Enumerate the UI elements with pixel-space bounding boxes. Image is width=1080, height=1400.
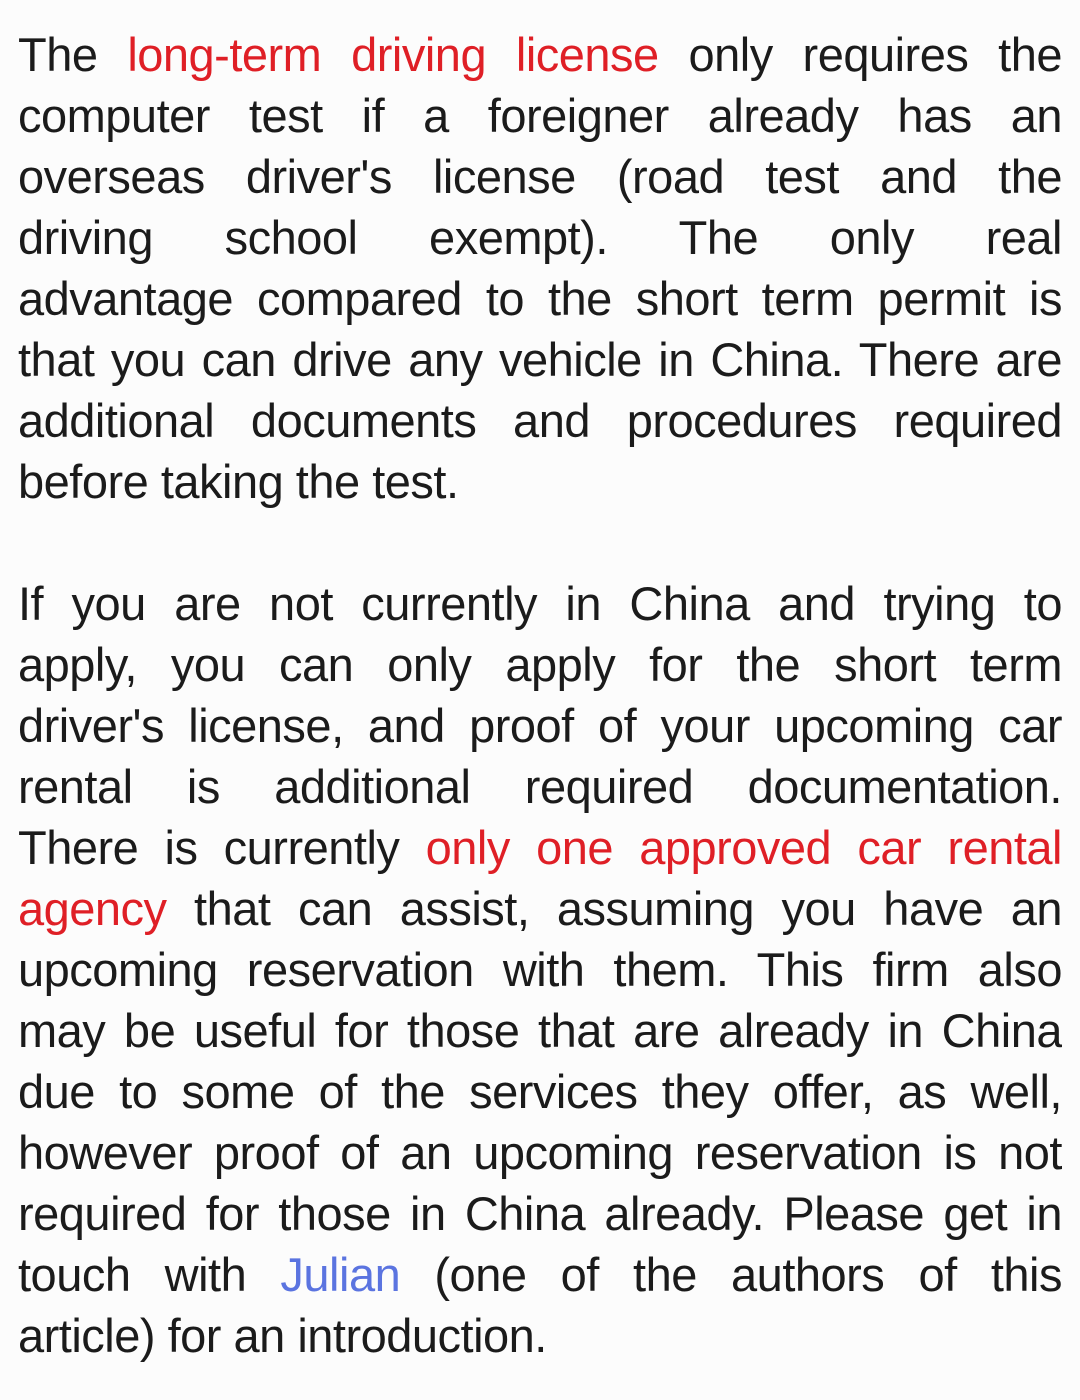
text-line (18, 878, 1062, 939)
text-segment: driver's license, and proof of your upcoming car (18, 699, 1062, 752)
text-line (18, 1000, 1062, 1061)
text-segment: If you are not currently in China and trying to (18, 577, 1062, 630)
text-line (18, 573, 1062, 634)
text-line (18, 1244, 1062, 1305)
text-line (18, 1061, 1062, 1122)
text-segment: touch with (18, 1248, 281, 1301)
highlighted-text: long-term driving license (127, 28, 659, 81)
text-line (18, 817, 1062, 878)
text-line (18, 207, 1062, 268)
text-line (18, 939, 1062, 1000)
text-segment: The (18, 28, 128, 81)
text-line (18, 146, 1062, 207)
text-segment: that can assist, assuming you have an (166, 882, 1062, 935)
text-segment: driving school exempt). The only real (18, 211, 1062, 264)
text-segment: overseas driver's license (road test and the (18, 150, 1062, 203)
text-line (18, 1183, 1062, 1244)
text-segment: additional documents and procedures required (18, 394, 1062, 447)
text-line (18, 329, 1062, 390)
paragraph (18, 24, 1062, 512)
paragraph (18, 573, 1062, 1366)
highlighted-text: agency (18, 882, 167, 935)
text-segment: (one of the authors of this (400, 1248, 1062, 1301)
text-segment: There is currently (18, 821, 426, 874)
text-segment: may be useful for those that are already in China (18, 1004, 1062, 1057)
text-line (18, 695, 1062, 756)
text-line (18, 634, 1062, 695)
text-segment: article) for an introduction. (18, 1309, 547, 1362)
text-line (18, 268, 1062, 329)
article-body (18, 24, 1062, 1366)
text-line (18, 1305, 1062, 1366)
text-segment: apply, you can only apply for the short term (18, 638, 1062, 691)
text-segment: before taking the test. (18, 455, 459, 508)
text-line (18, 451, 1062, 512)
highlighted-text: only one approved car rental (425, 821, 1062, 874)
text-segment: advantage compared to the short term permit is (18, 272, 1062, 325)
text-segment: due to some of the services they offer, as well, (18, 1065, 1062, 1118)
text-segment: required for those in China already. Please get in (18, 1187, 1062, 1240)
julian-link[interactable]: Julian (280, 1248, 401, 1301)
text-line (18, 1122, 1062, 1183)
text-line (18, 756, 1062, 817)
text-segment: that you can drive any vehicle in China. There are (18, 333, 1062, 386)
text-segment: only requires the (658, 28, 1062, 81)
text-line (18, 24, 1062, 85)
text-segment: upcoming reservation with them. This firm also (18, 943, 1062, 996)
text-segment: however proof of an upcoming reservation is not (18, 1126, 1062, 1179)
text-line (18, 85, 1062, 146)
text-segment: rental is additional required documentation. (18, 760, 1062, 813)
text-line (18, 390, 1062, 451)
text-segment: computer test if a foreigner already has an (18, 89, 1062, 142)
